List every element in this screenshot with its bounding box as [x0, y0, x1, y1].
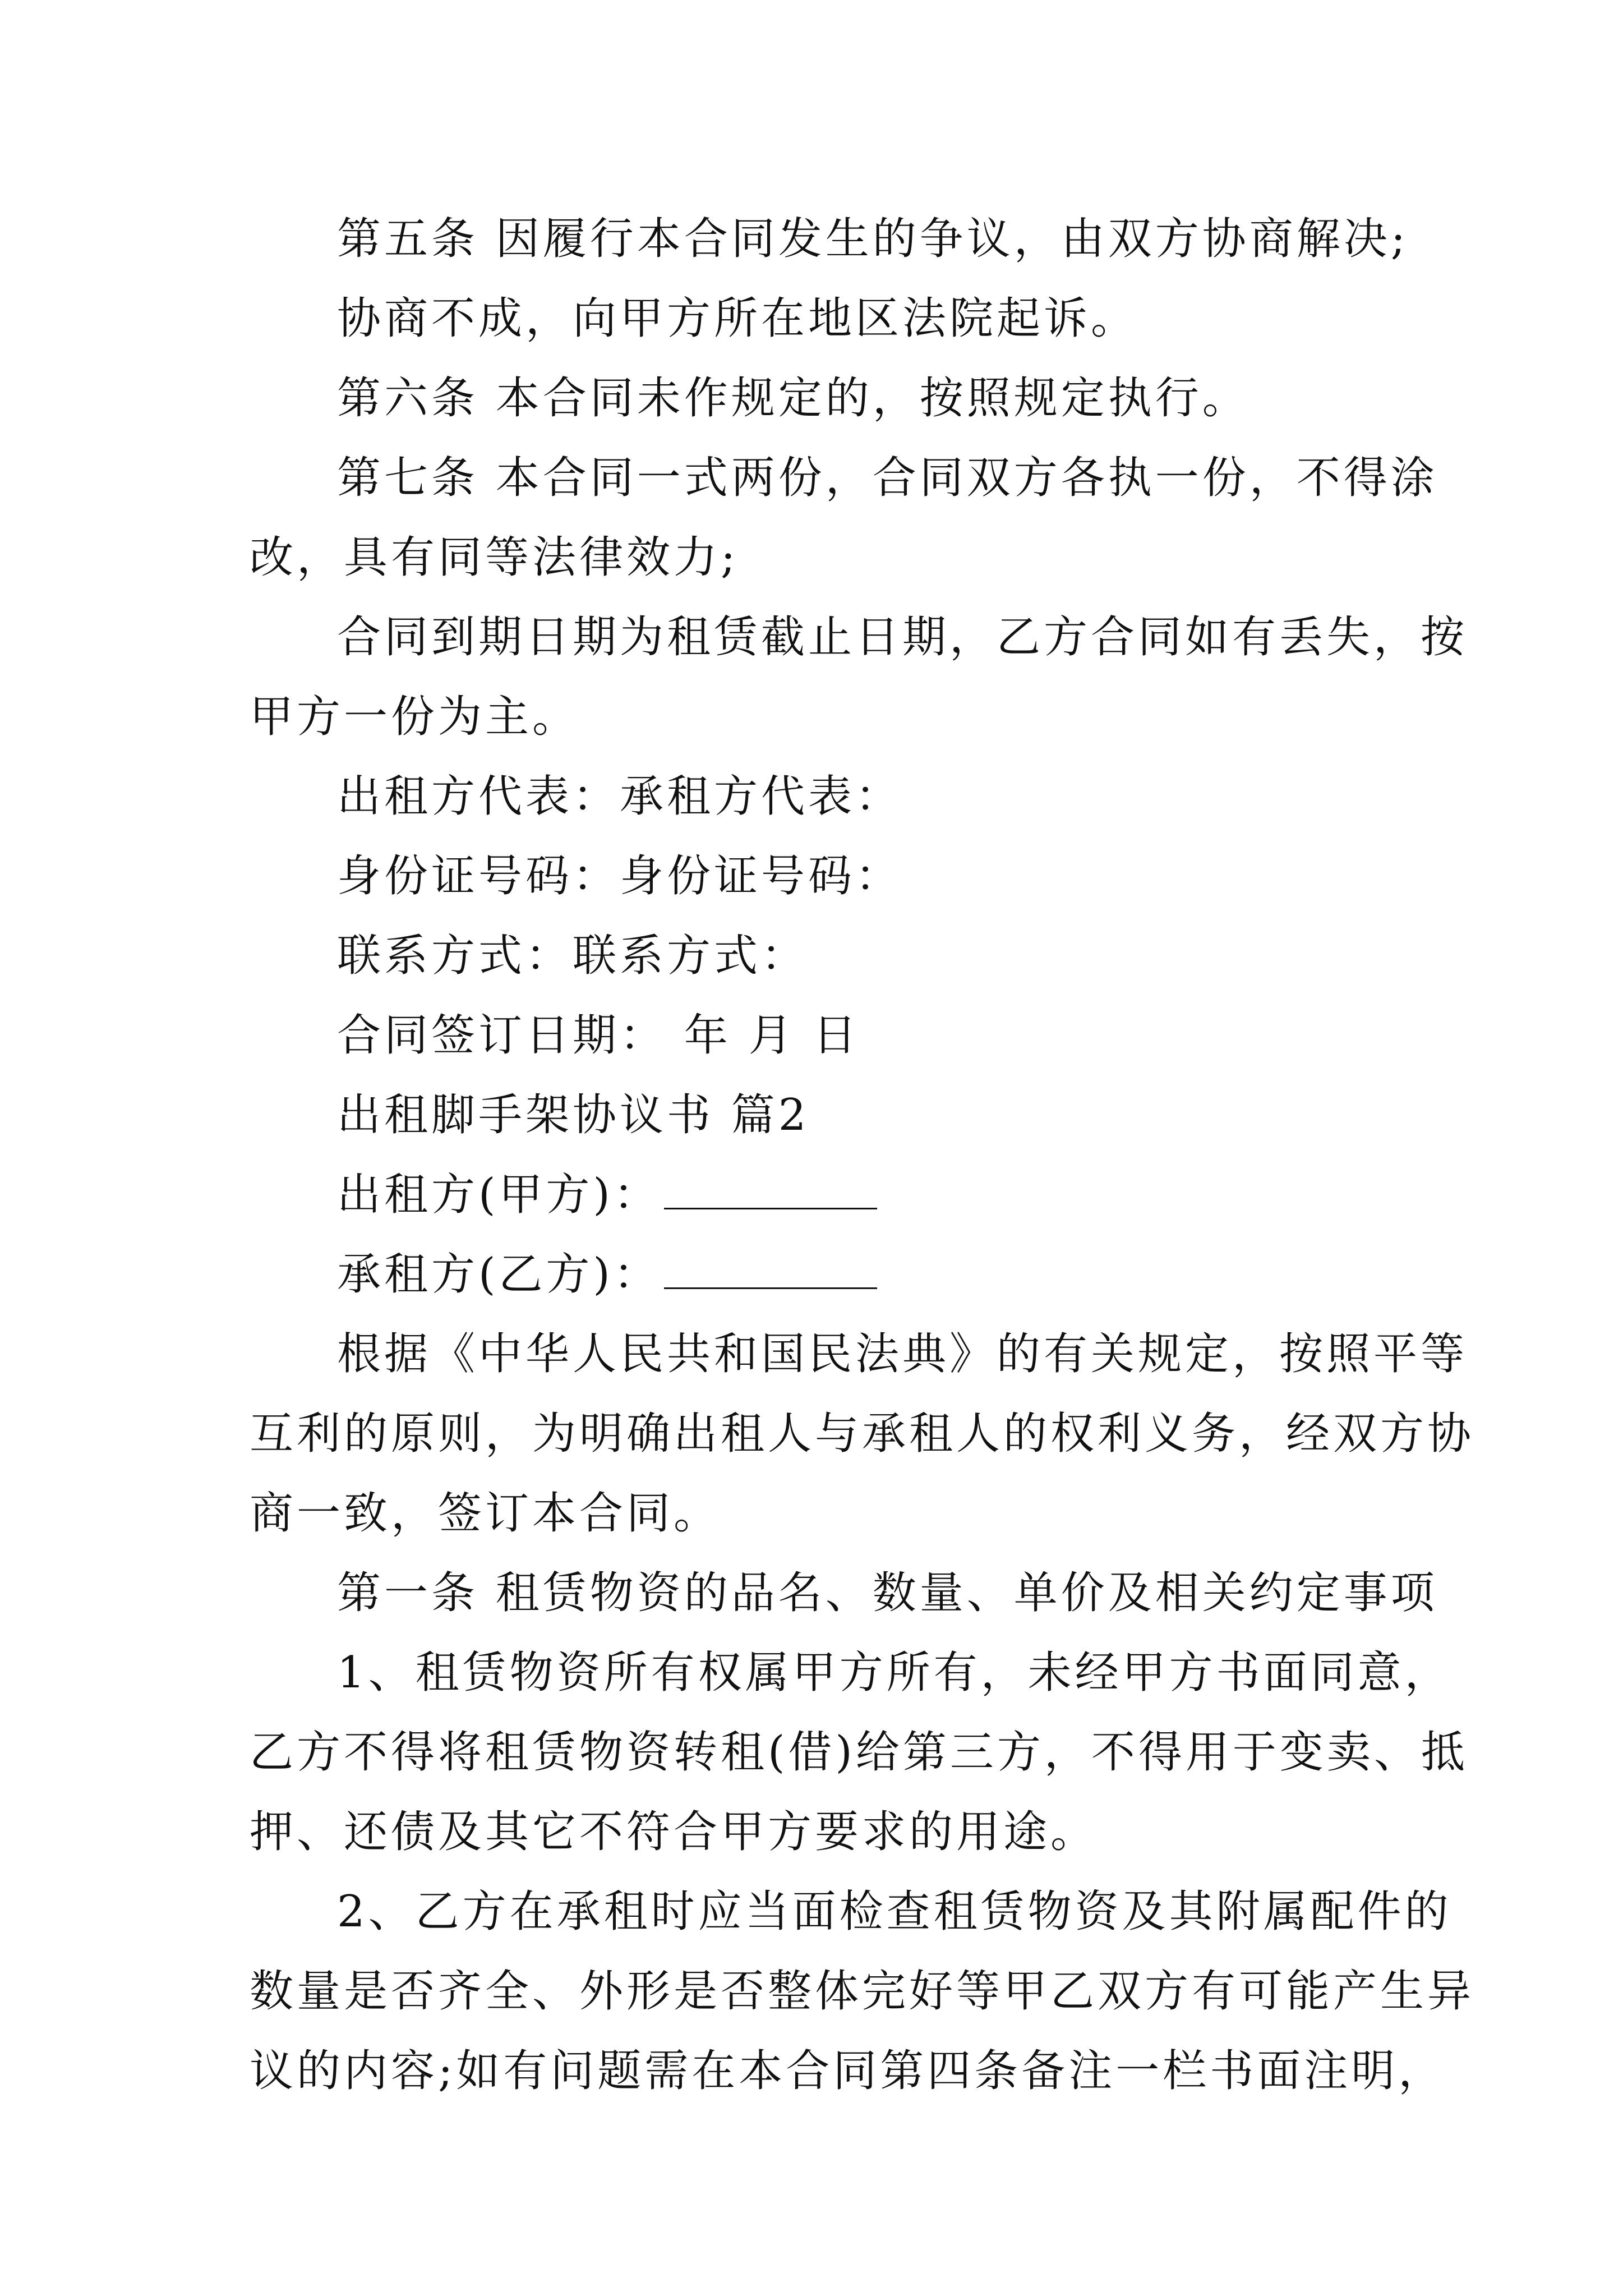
section-title-part-2: 出租脚手架协议书 篇2 — [337, 1090, 810, 1140]
clause-2-line-3: 议的内容;如有问题需在本合同第四条备注一栏书面注明， — [250, 2046, 1446, 2096]
clause-2-line-2: 数量是否齐全、外形是否整体完好等甲乙双方有可能产生异 — [250, 1966, 1475, 2017]
preamble-line-2: 互利的原则，为明确出租人与承租人的权利义务，经双方协 — [250, 1409, 1475, 1459]
clause-1-line-3: 押、还债及其它不符合甲方要求的用途。 — [250, 1807, 1098, 1857]
article-6: 第六条 本合同未作规定的，按照规定执行。 — [337, 373, 1249, 424]
lessee-blank-field — [664, 1254, 877, 1289]
article-1-heading: 第一条 租赁物资的品名、数量、单价及相关约定事项 — [337, 1568, 1438, 1618]
signature-representatives: 出租方代表：承租方代表： — [337, 771, 903, 822]
lessor-label: 出租方(甲方)： — [337, 1170, 661, 1220]
lessee-label: 承租方(乙方)： — [337, 1249, 661, 1300]
article-7-line-2: 改，具有同等法律效力; — [250, 532, 739, 583]
article-5-line-2: 协商不成，向甲方所在地区法院起诉。 — [337, 293, 1138, 344]
preamble-line-3: 商一致，签订本合同。 — [250, 1488, 721, 1539]
lessee-line — [250, 1235, 1388, 1314]
signature-contacts: 联系方式：联系方式： — [337, 931, 809, 981]
signing-date: 合同签订日期： 年 月 日 — [337, 1010, 860, 1061]
preamble-line-1: 根据《中华人民共和国民法典》的有关规定，按照平等 — [337, 1329, 1468, 1379]
clause-2-line-1: 2、乙方在承租时应当面检查租赁物资及其附属配件的 — [337, 1887, 1452, 1937]
article-7-line-1: 第七条 本合同一式两份，合同双方各执一份，不得涂 — [337, 453, 1438, 503]
signature-id-numbers: 身份证号码：身份证号码： — [337, 851, 903, 901]
document-body — [250, 199, 1475, 2111]
article-5-line-1: 第五条 因履行本合同发生的争议，由双方协商解决; — [337, 214, 1409, 264]
expiry-clause-line-1: 合同到期日期为租赁截止日期，乙方合同如有丢失，按 — [337, 612, 1468, 662]
clause-1-line-1: 1、租赁物资所有权属甲方所有，未经甲方书面同意， — [337, 1648, 1452, 1698]
lessor-blank-field — [664, 1174, 877, 1209]
expiry-clause-line-2: 甲方一份为主。 — [250, 692, 580, 742]
lessor-line — [250, 1155, 1388, 1235]
clause-1-line-2: 乙方不得将租赁物资转租(借)给第三方，不得用于变卖、抵 — [250, 1727, 1468, 1778]
